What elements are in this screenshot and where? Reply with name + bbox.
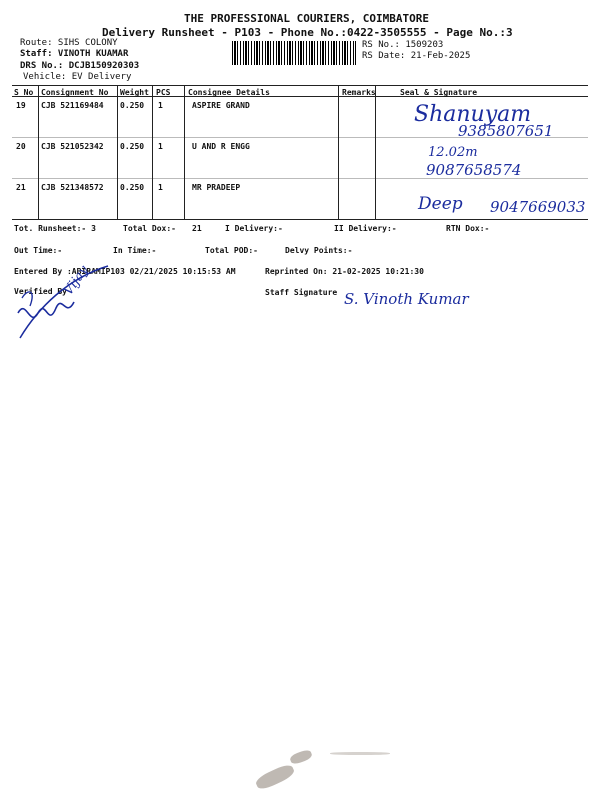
row-19-phone: 9385807651	[458, 122, 554, 140]
cell-sno: 19	[16, 101, 26, 110]
row-21-signature: Deep	[418, 194, 463, 214]
entered-by: Entered By :ABIRAMIP103 02/21/2025 10:15:53 AM	[14, 267, 236, 276]
row-21-phone: 9047669033	[490, 198, 586, 216]
total-dox-label: Total Dox:-	[123, 224, 176, 233]
cell-pcs: 1	[158, 183, 163, 192]
cell-sno: 21	[16, 183, 26, 192]
column-divider	[184, 86, 185, 219]
col-header-consignment: Consignment No	[41, 88, 109, 97]
rs-number: RS No.: 1509203	[362, 40, 444, 50]
cell-consignee: U AND R ENGG	[192, 142, 250, 151]
company-name: THE PROFESSIONAL COURIERS, COIMBATORE	[184, 12, 430, 25]
runsheet-title: Delivery Runsheet - P103 - Phone No.:0422-3505555 - Page No.:3	[102, 26, 513, 39]
staff-label: Staff: VINOTH KUAMAR	[20, 49, 129, 59]
cell-weight: 0.250	[120, 142, 145, 151]
col-header-consignee: Consignee Details	[188, 88, 270, 97]
staff-signature-label: Staff Signature	[265, 288, 338, 297]
cell-weight: 0.250	[120, 101, 145, 110]
verifier-signature-text: Vijay	[60, 263, 92, 299]
cell-consignment: CJB 521052342	[41, 142, 104, 151]
row-20-signature: 12.02m	[428, 145, 478, 160]
column-divider	[38, 86, 39, 219]
cell-consignment: CJB 521169484	[41, 101, 104, 110]
column-divider	[375, 86, 376, 219]
i-delivery: I Delivery:-	[225, 224, 283, 233]
row-20-phone: 9087658574	[426, 161, 522, 179]
scan-smudge	[254, 762, 296, 792]
out-time: Out Time:-	[14, 246, 63, 255]
ii-delivery: II Delivery:-	[334, 224, 397, 233]
column-divider	[117, 86, 118, 219]
rs-date: RS Date: 21-Feb-2025	[362, 51, 471, 61]
cell-consignee: MR PRADEEP	[192, 183, 241, 192]
total-pod: Total POD:-	[205, 246, 258, 255]
staff-signature: S. Vinoth Kumar	[344, 290, 469, 308]
cell-pcs: 1	[158, 142, 163, 151]
table-top-border	[12, 85, 588, 86]
verifier-signature	[8, 258, 118, 348]
scan-smudge	[330, 752, 390, 755]
column-divider	[152, 86, 153, 219]
verified-by-label: Verified By	[14, 287, 67, 296]
delvy-points: Delvy Points:-	[285, 246, 353, 255]
drs-number: DRS No.: DCJB150920303	[20, 61, 140, 71]
cell-sno: 20	[16, 142, 26, 151]
reprinted-on: Reprinted On: 21-02-2025 10:21:30	[265, 267, 424, 276]
route-label: Route: SIHS COLONY	[20, 38, 118, 48]
barcode	[232, 41, 356, 65]
col-header-weight: Weight	[120, 88, 149, 97]
cell-pcs: 1	[158, 101, 163, 110]
in-time: In Time:-	[113, 246, 157, 255]
total-dox-value: 21	[192, 224, 202, 233]
col-header-signature: Seal & Signature	[400, 88, 478, 97]
cell-consignee: ASPIRE GRAND	[192, 101, 250, 110]
vehicle-label: Vehicle: EV Delivery	[23, 72, 132, 82]
tot-runsheet: Tot. Runsheet:- 3	[14, 224, 96, 233]
table-bottom-border	[12, 219, 588, 220]
col-header-sno: S No	[14, 88, 34, 97]
col-header-pcs: PCS	[156, 88, 171, 97]
col-header-remarks: Remarks	[342, 88, 376, 97]
rtn-dox: RTN Dox:-	[446, 224, 490, 233]
cell-weight: 0.250	[120, 183, 145, 192]
scan-smudge	[289, 749, 313, 766]
row-19-signature: Shanuyam	[414, 102, 532, 127]
column-divider	[338, 86, 339, 219]
cell-consignment: CJB 521348572	[41, 183, 104, 192]
